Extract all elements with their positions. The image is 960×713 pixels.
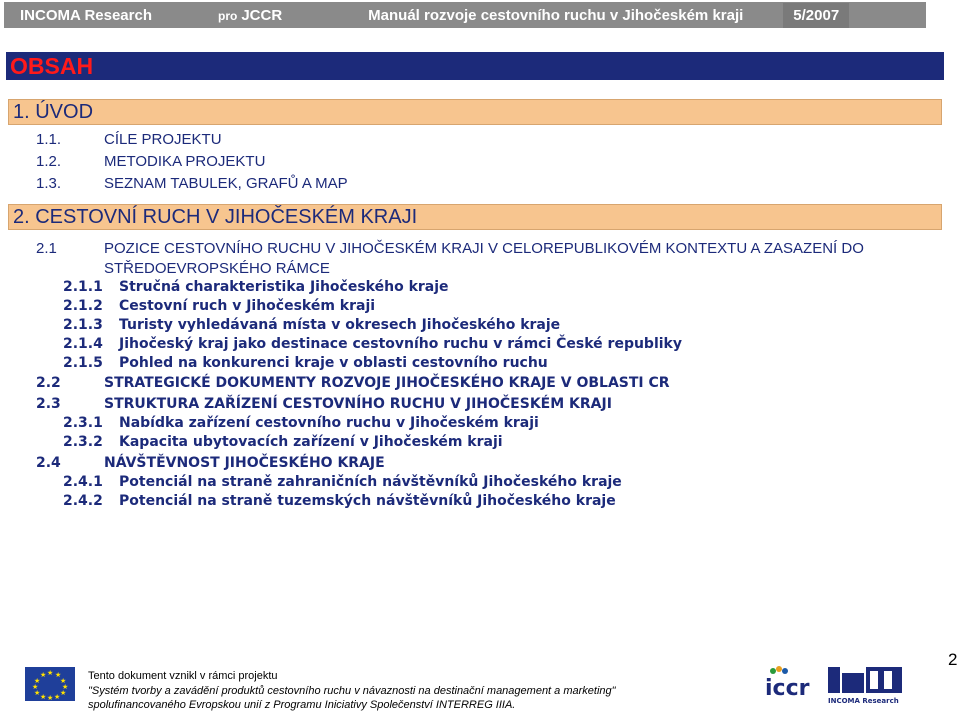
header-date: 5/2007 bbox=[783, 3, 849, 28]
section-heading-2: 2. CESTOVNÍ RUCH V JIHOČESKÉM KRAJI bbox=[8, 204, 942, 230]
svg-text:INCOMA Research: INCOMA Research bbox=[828, 697, 899, 705]
header-jccr: pro JCCR bbox=[217, 6, 283, 24]
header-title: Manuál rozvoje cestovního ruchu v Jihočeském kraji bbox=[368, 6, 744, 24]
svg-text:iccr: iccr bbox=[765, 676, 810, 701]
iccr-logo bbox=[763, 665, 823, 705]
incoma-logo bbox=[826, 665, 904, 705]
eu-flag-logo: ★ ★ ★ ★ ★ ★ ★ ★ ★ ★ ★ ★ bbox=[25, 667, 75, 701]
document-header bbox=[4, 2, 926, 28]
section-heading-1: 1. ÚVOD bbox=[8, 99, 942, 125]
footer-note: Tento dokument vznikl v rámci projektu "Systém tvorby a zavádění produktů cestovního ruchu v návaznosti na destinační management a marketing" spolufinancovaného Evropskou unií z Programu Iniciativy Společenství INTERREG IIIA. bbox=[88, 670, 616, 711]
contents-heading: OBSAH bbox=[6, 52, 944, 80]
page-number: 2 bbox=[948, 650, 958, 669]
header-company: INCOMA Research bbox=[20, 6, 152, 24]
